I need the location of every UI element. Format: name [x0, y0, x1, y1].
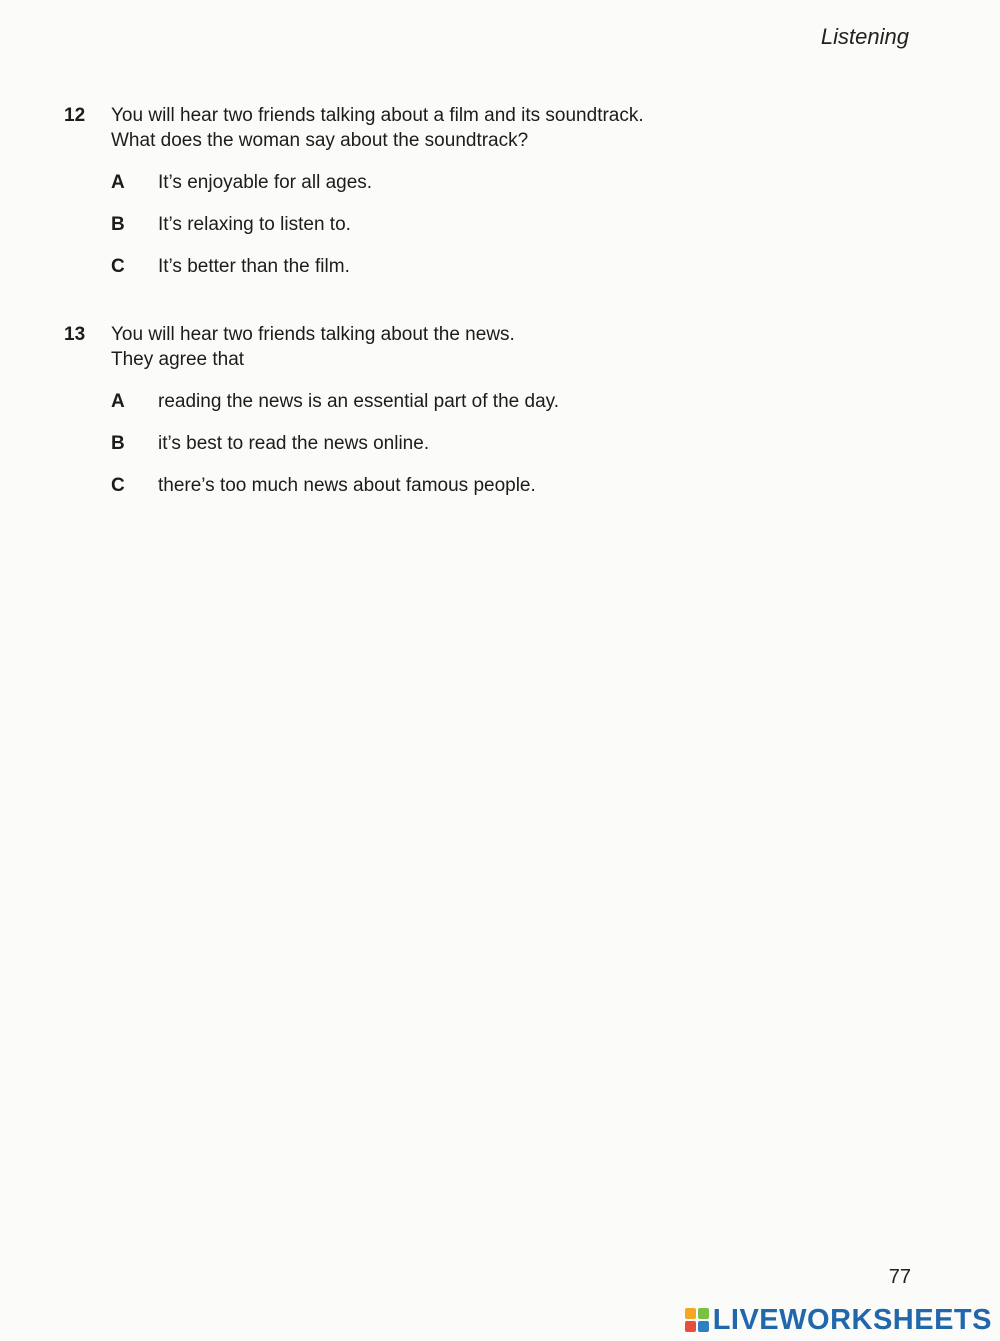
option-text: It’s relaxing to listen to. — [158, 214, 351, 235]
question-text — [111, 103, 764, 153]
option-text: there’s too much news about famous people. — [158, 475, 536, 496]
liveworksheets-watermark[interactable] — [685, 1304, 992, 1336]
logo-square — [698, 1321, 709, 1332]
question-text — [111, 322, 764, 372]
option-letter: A — [111, 391, 125, 412]
question-text-line: They agree that — [111, 349, 245, 370]
logo-square — [685, 1308, 696, 1319]
question-12 — [64, 103, 764, 296]
option-text: It’s better than the film. — [158, 256, 350, 277]
option-c[interactable] — [111, 254, 764, 279]
option-text: reading the news is an essential part of the day. — [158, 391, 560, 412]
question-text-line: You will hear two friends talking about a film and its soundtrack. — [111, 105, 644, 126]
option-list — [111, 389, 764, 498]
option-list — [111, 170, 764, 279]
option-a[interactable] — [111, 389, 764, 414]
watermark-text: LIVEWORKSHEETS — [712, 1303, 992, 1336]
question-13 — [64, 322, 764, 515]
logo-square — [685, 1321, 696, 1332]
option-letter: A — [111, 172, 125, 193]
option-a[interactable] — [111, 170, 764, 195]
option-b[interactable] — [111, 431, 764, 456]
option-b[interactable] — [111, 212, 764, 237]
option-letter: B — [111, 433, 125, 454]
option-c[interactable] — [111, 473, 764, 498]
page-number: 77 — [888, 1266, 911, 1288]
liveworksheets-logo-icon — [685, 1308, 709, 1332]
question-text-line: You will hear two friends talking about the news. — [111, 324, 515, 345]
question-number: 12 — [64, 105, 86, 126]
question-text-line: What does the woman say about the soundtrack? — [111, 130, 529, 151]
option-letter: B — [111, 214, 125, 235]
logo-square — [698, 1308, 709, 1319]
option-letter: C — [111, 475, 125, 496]
option-text: It’s enjoyable for all ages. — [158, 172, 373, 193]
section-title: Listening — [820, 24, 909, 49]
option-text: it’s best to read the news online. — [158, 433, 430, 454]
option-letter: C — [111, 256, 125, 277]
question-number: 13 — [64, 324, 86, 345]
